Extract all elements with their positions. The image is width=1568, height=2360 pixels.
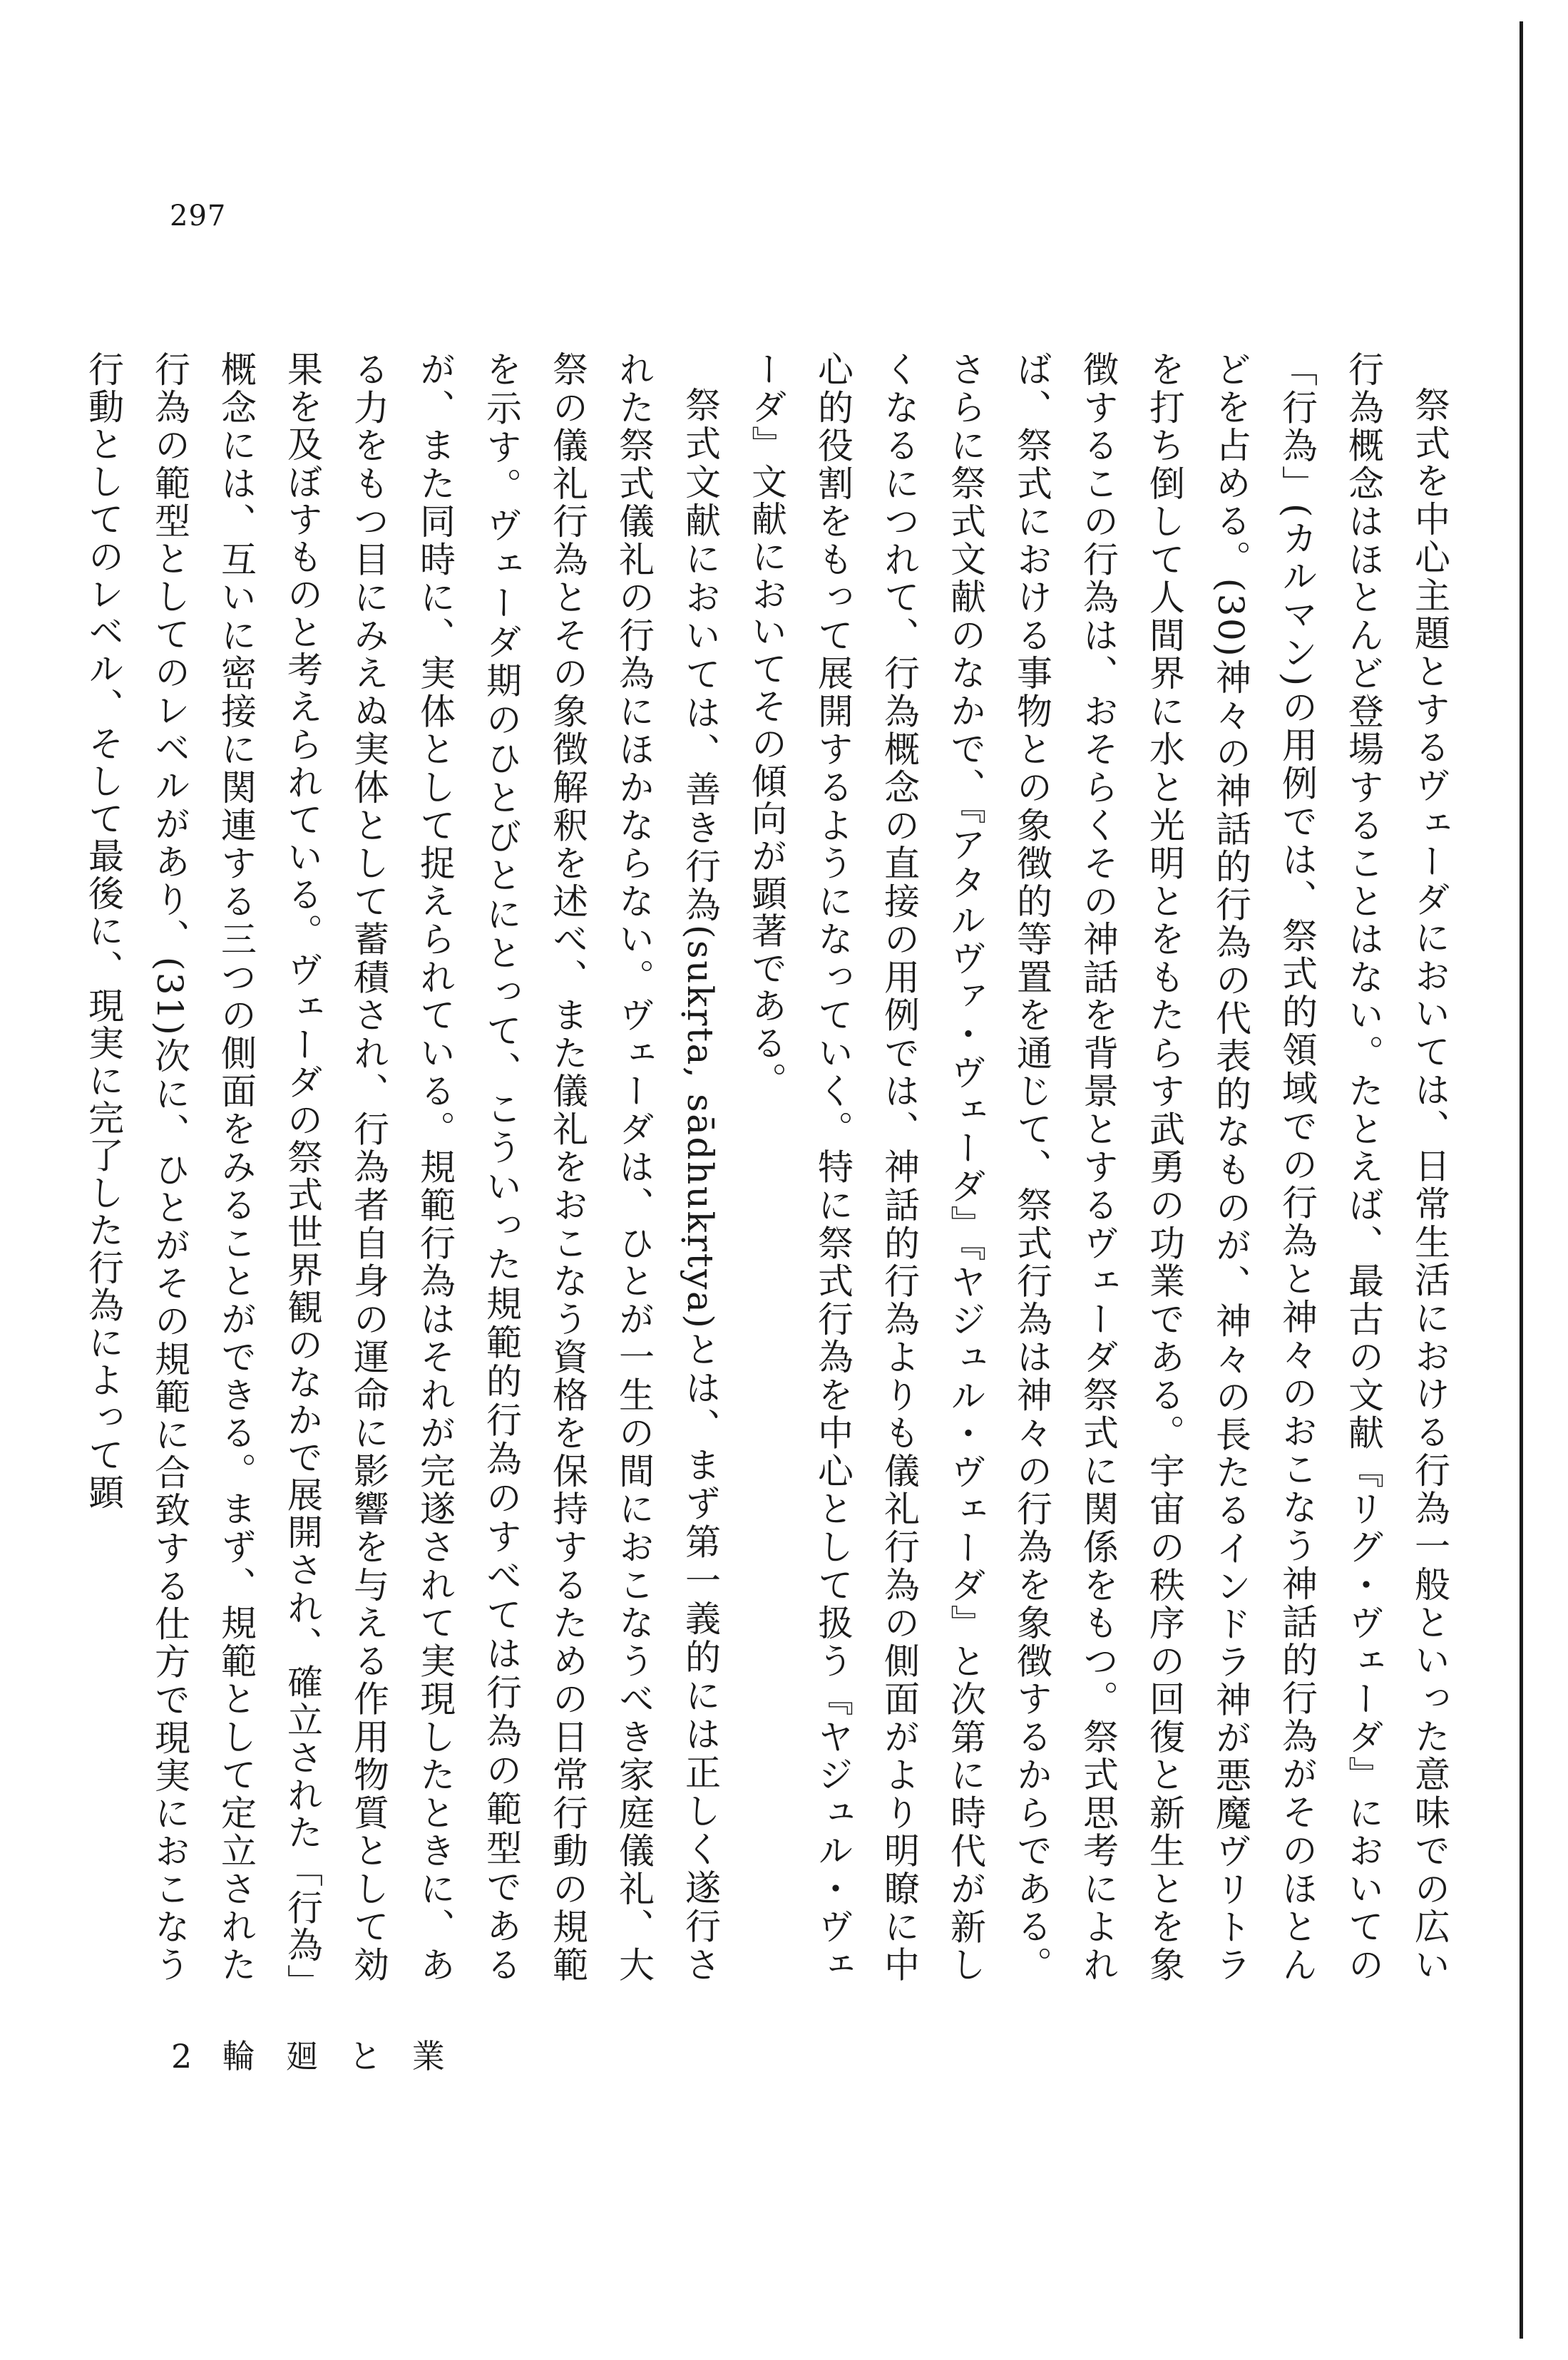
running-footer: 2 輪 廻 と 業 xyxy=(171,2037,455,2076)
page-number: 297 xyxy=(170,200,227,232)
paragraph-1: 祭式を中心主題とするヴェーダにおいては、日常生活における行為一般といった意味での広い行為概念はほとんど登場することはない。たとえば、最古の文献『リグ・ヴェーダ』においての「行為」(カルマン)の用例では、祭式的領域での行為と神々のおこなう神話的行為がそのほとんどを占める。(30)神々の神話的行為の代表的なものが、神々の長たるインドラ神が悪魔ヴリトラを打ち倒して人間界に水と光明とをもたらす武勇の功業である。宇宙の秩序の回復と新生とを象徴するこの行為は、おそらくその神話を背景とするヴェーダ祭式に関係をもつ。祭式思考によれば、祭式における事物との象徴的等置を通じて、祭式行為は神々の行為を象徴するからである。さらに祭式文献のなかで、『アタルヴァ・ヴェーダ』『ヤジュル・ヴェーダ』と次第に時代が新しくなるにつれて、行為概念の直接の用例では、神話的行為よりも儀礼行為の側面がより明瞭に中心的役割をもって展開するようになっていく。特に祭式行為を中心として扱う『ヤジュル・ヴェーダ』文献においてその傾向が顕著である。 xyxy=(746,351,1450,1984)
paragraph-2: 祭式文献においては、善き行為(sukṛta, sādhukṛtya)とは、まず第一義的には正しく遂行された祭式儀礼の行為にほかならない。ヴェーダは、ひとが一生の間におこなうべき家庭儀礼、大祭の儀礼行為とその象徴解釈を述べ、また儀礼をおこなう資格を保持するための日常行動の規範を示す。ヴェーダ期のひとびとにとって、こういった規範的行為のすべては行為の範型であるが、また同時に、実体として捉えられている。規範行為はそれが完遂されて実現したときに、ある力をもつ目にみえぬ実体として蓄積され、行為者自身の運命に影響を与える作用物質として効果を及ぼすものと考えられている。ヴェーダの祭式世界観のなかで展開され、確立された「行為」概念には、互いに密接に関連する三つの側面をみることができる。まず、規範として定立された行為の範型としてのレベルがあり、(31)次に、ひとがその規範に合致する仕方で現実におこなう行動としてのレベル、そして最後に、現実に完了した行為によって顕 xyxy=(83,351,721,1984)
page-edge-line xyxy=(1520,21,1523,2339)
body-text xyxy=(43,351,1462,1984)
